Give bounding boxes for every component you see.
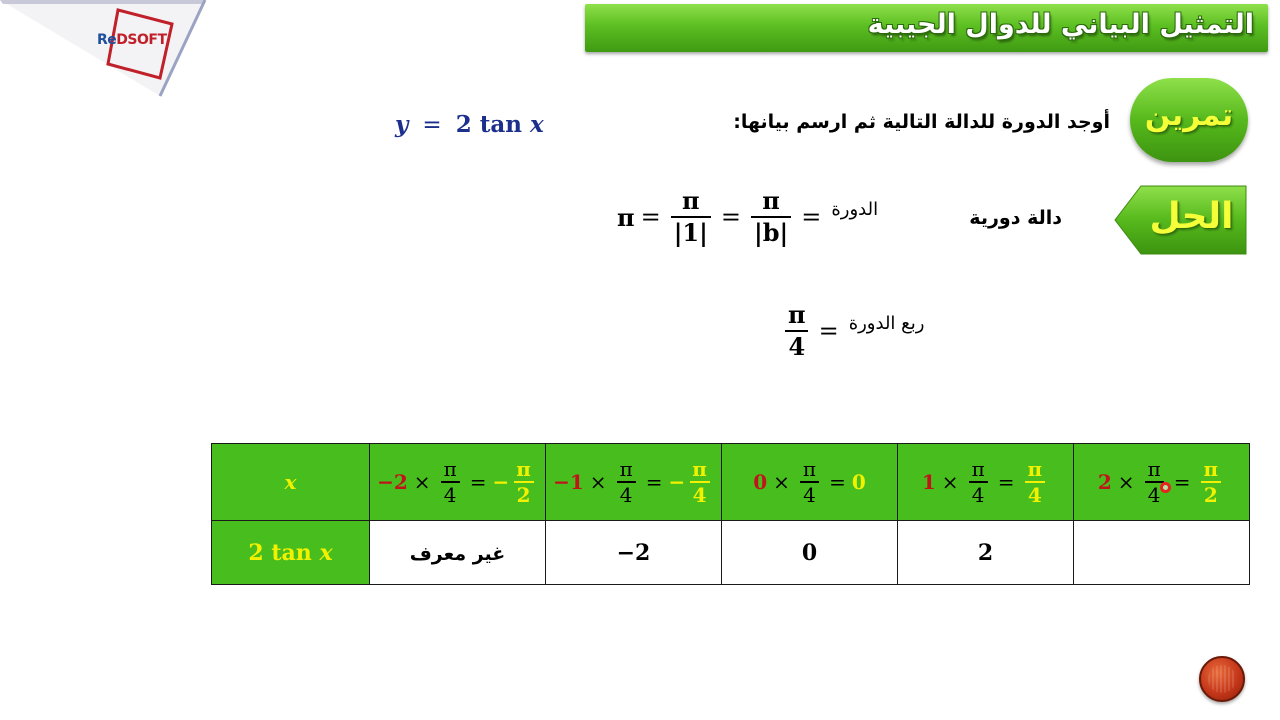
equals-sign: = — [720, 203, 741, 231]
period-fraction-2: $\frac{\pi}{|b|}$ — [751, 186, 791, 248]
redsoft-logo — [0, 0, 210, 100]
equals-sign: = — [640, 203, 661, 231]
solution-badge-label: الحل — [1149, 196, 1234, 237]
table-cell-value: 2 — [898, 521, 1074, 585]
period-fraction-1: $\frac{\pi}{|1|}$ — [671, 186, 711, 248]
period-label: الدورة — [831, 198, 879, 220]
quarter-period-equation — [781, 300, 928, 362]
function-equation: y = 2 tan x — [395, 111, 544, 138]
solution-badge — [1113, 184, 1248, 258]
periodic-function-label: دالة دورية — [969, 207, 1062, 229]
quarter-period-label: ربع الدورة — [848, 312, 925, 334]
equals-sign: = — [818, 317, 839, 345]
period-equation — [617, 186, 882, 248]
exercise-badge-label: تمرين — [1144, 98, 1234, 133]
values-table — [211, 443, 1250, 585]
logo-text: ReDSOFT — [97, 32, 167, 48]
table-cell-value: −2 — [546, 521, 722, 585]
table-cell-x: 2 × $\frac{\pi}{4}$ = $\frac{\pi}{2}$ — [1074, 444, 1250, 521]
exercise-statement: أوجد الدورة للدالة التالية ثم ارسم بيانها: — [733, 111, 1110, 133]
table-cell-x: −1 × $\frac{\pi}{4}$ = − $\frac{\pi}{4}$ — [546, 444, 722, 521]
table-cell-value — [1074, 521, 1250, 585]
laser-pointer-icon — [1160, 482, 1171, 493]
table-cell-x: 0 × $\frac{\pi}{4}$ = 0 — [722, 444, 898, 521]
table-row-x — [212, 444, 1250, 521]
row-header-2tanx: 2 tan x — [212, 521, 370, 585]
row-header-x: x — [212, 444, 370, 521]
table-row-2tanx — [212, 521, 1250, 585]
table-cell-value: غير معرف — [370, 521, 546, 585]
title-banner — [585, 4, 1268, 52]
quarter-period-fraction: $\frac{\pi}{4}$ — [785, 300, 809, 362]
period-result: π — [617, 202, 635, 232]
slide-title: التمثيل البياني للدوال الجيبية — [867, 9, 1254, 40]
exercise-badge — [1130, 78, 1248, 162]
logo-graphic — [0, 0, 210, 100]
equals-sign: = — [801, 203, 822, 231]
table-cell-x: −2 × $\frac{\pi}{4}$ = − $\frac{\pi}{2}$ — [370, 444, 546, 521]
table-cell-value: 0 — [722, 521, 898, 585]
next-slide-icon[interactable] — [1199, 656, 1245, 702]
table-cell-x: 1 × $\frac{\pi}{4}$ = $\frac{\pi}{4}$ — [898, 444, 1074, 521]
